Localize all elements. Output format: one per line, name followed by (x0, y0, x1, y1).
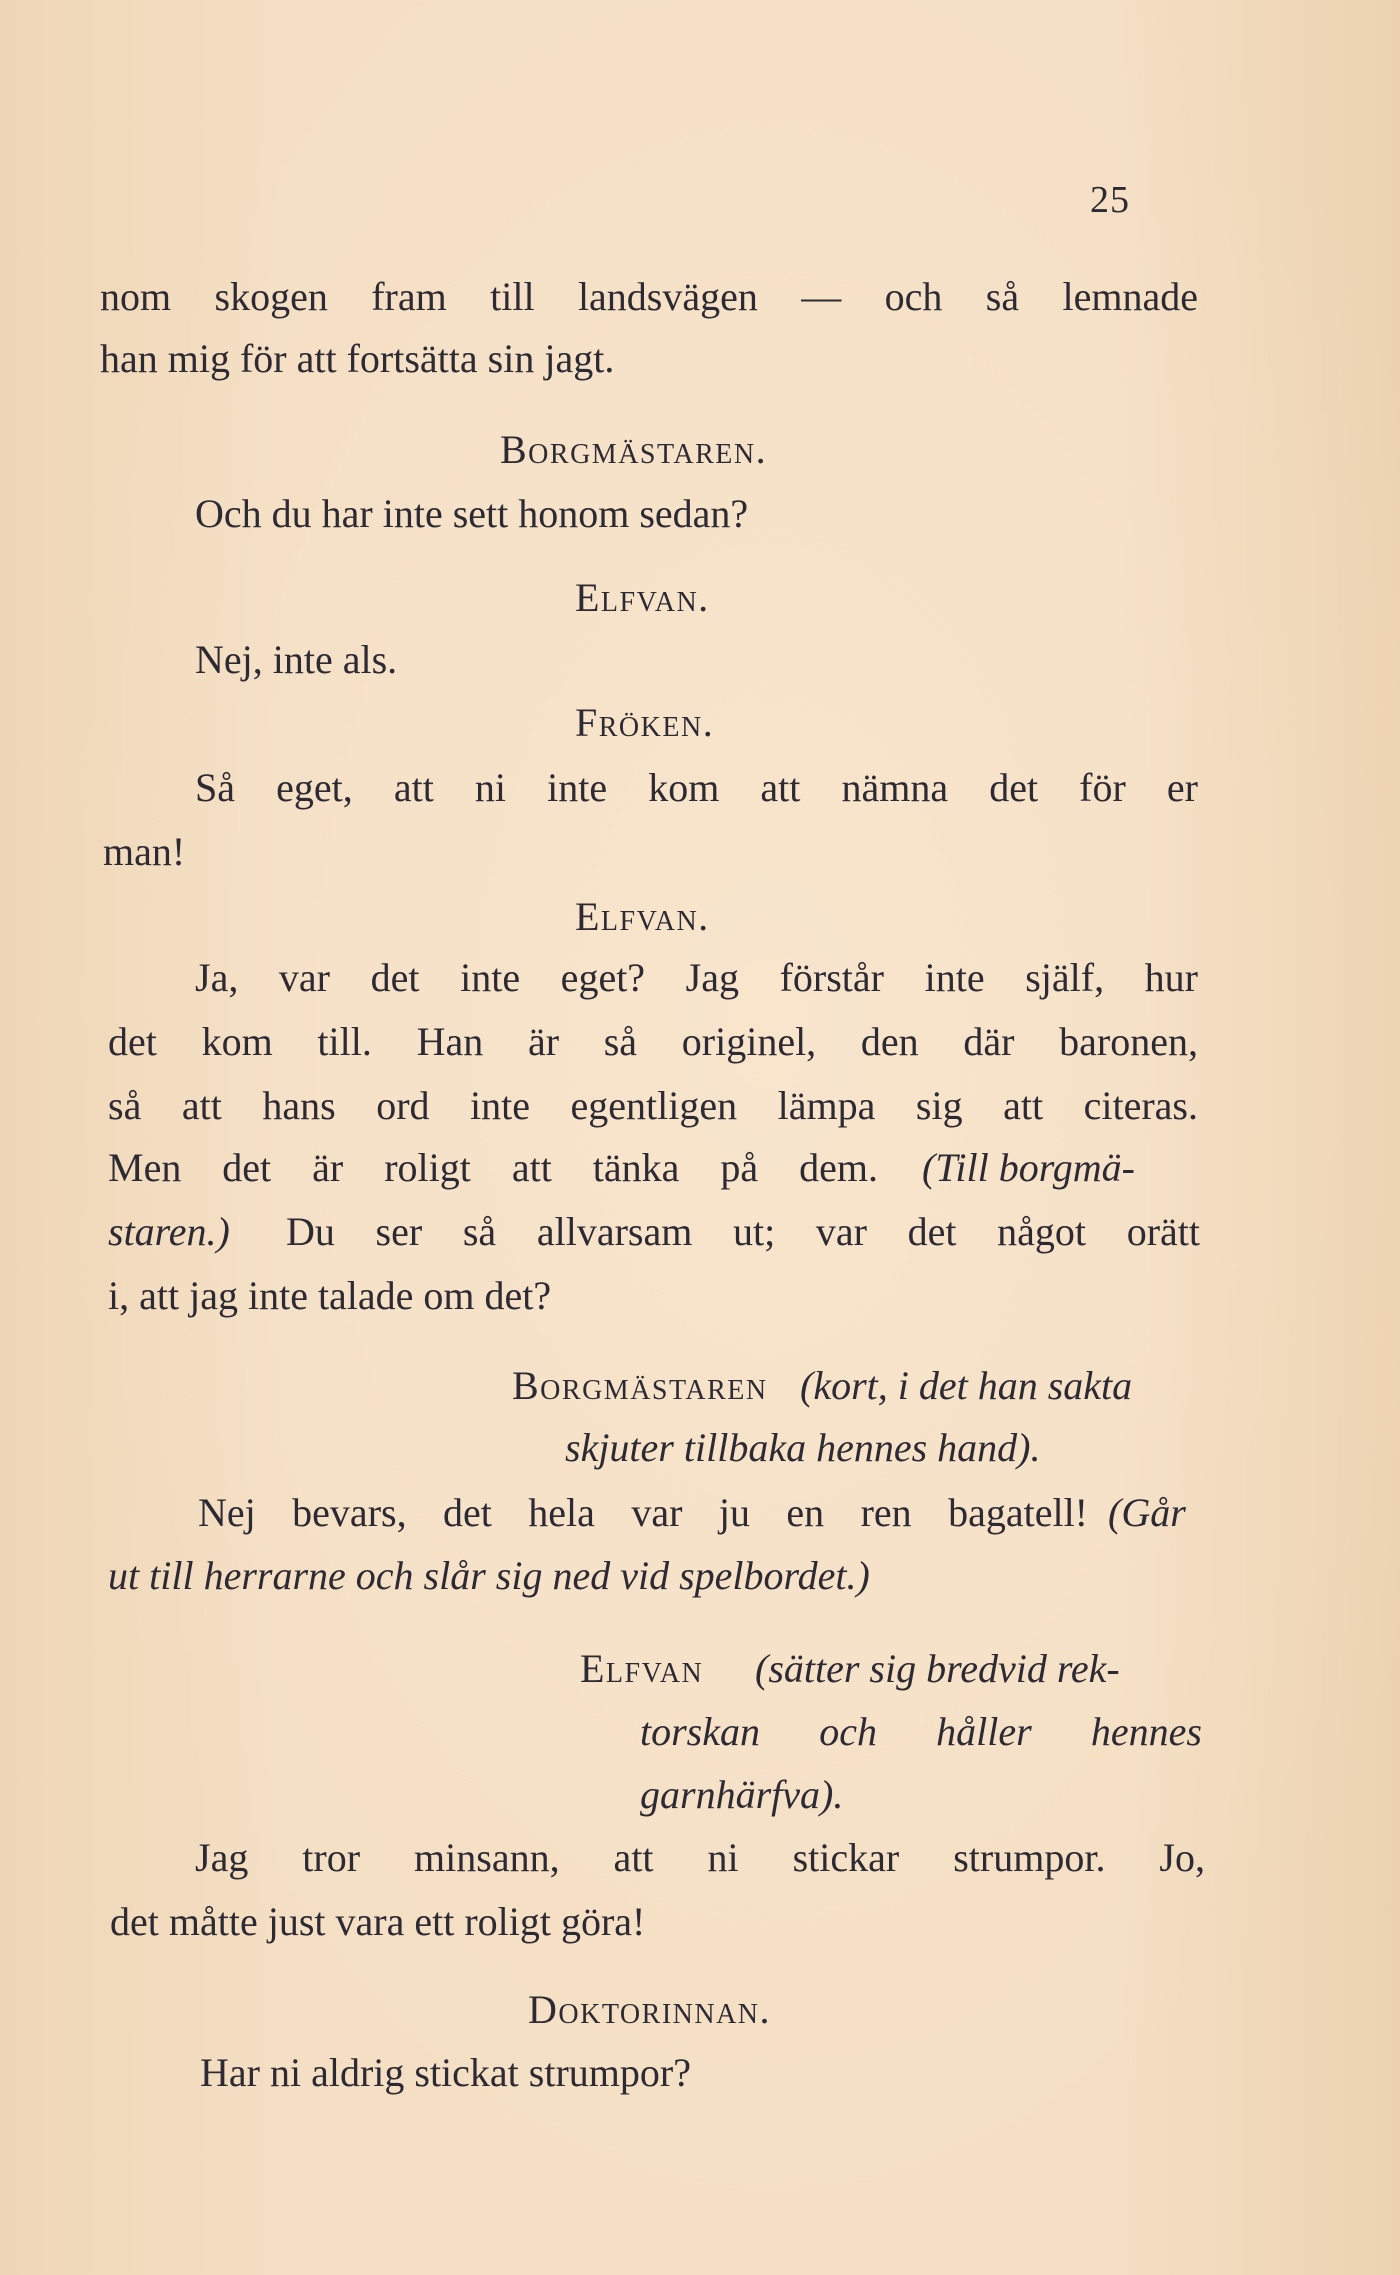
stage-direction: (sätter sig bredvid rek- (755, 1646, 1120, 1691)
text-line: man! (103, 829, 186, 874)
text-line: i, att jag inte talade om det? (108, 1273, 552, 1318)
text-line: Jag tror minsann, att ni stickar strumpor. Jo, (195, 1835, 1205, 1880)
text-line: Du ser så allvarsam ut; var det något orätt (286, 1209, 1200, 1254)
text-line: så att hans ord inte egentligen lämpa sig att citeras. (108, 1083, 1198, 1128)
text-line: det måtte just vara ett roligt göra! (110, 1899, 646, 1944)
speaker-heading: Elfvan. (575, 575, 710, 620)
speaker-heading: Doktorinnan. (528, 1987, 772, 2032)
speaker-heading: Borgmästaren (512, 1363, 768, 1408)
text-line: Men det är roligt att tänka på dem. (108, 1145, 878, 1190)
text-line: Så eget, att ni inte kom att nämna det för er (195, 765, 1198, 810)
text-line: det kom till. Han är så originel, den där baronen, (108, 1019, 1198, 1064)
stage-direction: (Går (1108, 1490, 1186, 1535)
text-line: Nej bevars, det hela var ju en ren bagatell! (198, 1490, 1088, 1535)
text-line: Nej, inte als. (195, 637, 398, 682)
stage-direction: torskan och håller hennes (640, 1709, 1202, 1754)
speaker-heading: Elfvan. (575, 894, 710, 939)
text-line: nom skogen fram till landsvägen — och så lemnade (100, 274, 1198, 319)
stage-direction: staren.) (108, 1209, 230, 1254)
speaker-heading: Borgmästaren. (500, 427, 768, 472)
text-line: Och du har inte sett honom sedan? (195, 491, 749, 536)
text-line: Ja, var det inte eget? Jag förstår inte själf, hur (195, 955, 1198, 1000)
speaker-heading: Elfvan (580, 1646, 704, 1691)
stage-direction: garnhärfva). (640, 1772, 844, 1817)
stage-direction: (kort, i det han sakta (800, 1363, 1133, 1408)
text-line: han mig för att fortsätta sin jagt. (100, 336, 615, 381)
speaker-heading: Fröken. (575, 700, 715, 745)
stage-direction: ut till herrarne och slår sig ned vid spelbordet.) (108, 1553, 870, 1598)
text-line: Har ni aldrig stickat strumpor? (200, 2050, 691, 2095)
page-number: 25 (1090, 179, 1130, 221)
stage-direction: (Till borgmä- (922, 1145, 1135, 1190)
stage-direction: skjuter tillbaka hennes hand). (565, 1425, 1041, 1470)
